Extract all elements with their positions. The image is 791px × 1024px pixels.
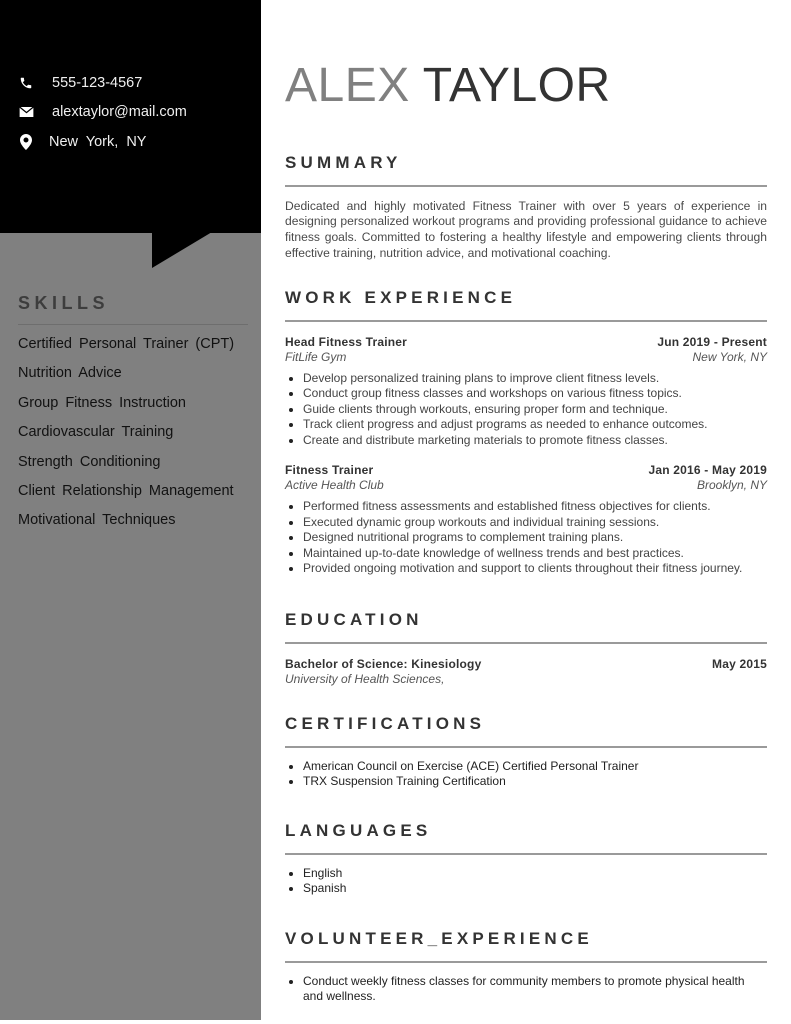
job-entry (285, 334, 767, 449)
map-pin-icon (18, 134, 34, 150)
bullet-item: Create and distribute marketing materials to promote fitness classes. (285, 433, 767, 449)
bullet-item: Executed dynamic group workouts and individual training sessions. (285, 515, 767, 531)
first-name: ALEX (285, 59, 410, 112)
summary-heading: SUMMARY (285, 153, 402, 172)
skill-item: Certified Personal Trainer (CPT) (18, 336, 235, 352)
bullet-item: Provided ongoing motivation and support to clients throughout their fitness journey. (285, 561, 767, 577)
job-bullets (285, 499, 767, 577)
language-item: English (285, 866, 767, 882)
skill-item: Client Relationship Management (18, 482, 234, 499)
certification-item: American Council on Exercise (ACE) Certified Personal Trainer (285, 759, 767, 775)
contact-info (18, 68, 187, 157)
job-role: Head Fitness Trainer (285, 334, 408, 349)
education-entry (285, 656, 767, 687)
phone-number: 555-123-4567 (52, 74, 143, 91)
section-divider (285, 746, 767, 748)
job-entry (285, 462, 767, 577)
bullet-item: Track client progress and adjust programs as needed to enhance outcomes. (285, 417, 767, 433)
bullet-item: Guide clients through workouts, ensuring proper form and technique. (285, 402, 767, 418)
bullet-item: Maintained up-to-date knowledge of wellness trends and best practices. (285, 546, 767, 562)
volunteer-experience-heading: VOLUNTEER_EXPERIENCE (285, 929, 593, 948)
certifications-heading: CERTIFICATIONS (285, 714, 486, 733)
degree: Bachelor of Science: Kinesiology (285, 656, 482, 671)
volunteer-item: Conduct weekly fitness classes for community members to promote physical health and wellness. (285, 974, 767, 1005)
languages-heading: LANGUAGES (285, 821, 432, 840)
school: University of Health Sciences, (285, 671, 445, 686)
candidate-name (285, 58, 611, 114)
job-dates: Jan 2016 - May 2019 (648, 463, 767, 477)
bullet-item: Designed nutritional programs to complement training plans. (285, 530, 767, 546)
skills-heading: SKILLS (18, 293, 110, 313)
contact-email (18, 98, 187, 128)
work-experience-heading: WORK EXPERIENCE (285, 288, 517, 307)
last-name: TAYLOR (422, 59, 611, 112)
volunteer-list (285, 974, 767, 1005)
section-divider (285, 853, 767, 855)
languages-list (285, 866, 767, 897)
sidebar (0, 0, 261, 1020)
summary-section (285, 152, 767, 261)
certifications-list (285, 759, 767, 790)
skills-divider (18, 324, 248, 325)
job-company: Active Health Club (285, 478, 384, 492)
skill-item: Cardiovascular Training (18, 424, 174, 441)
bullet-item: Conduct group fitness classes and workshops on various fitness topics. (285, 386, 767, 402)
section-divider (285, 961, 767, 963)
volunteer-experience-section (285, 928, 767, 1005)
job-bullets (285, 371, 767, 449)
bullet-item: Performed fitness assessments and established fitness objectives for clients. (285, 499, 767, 515)
contact-location (18, 127, 187, 157)
graduation-date: May 2015 (712, 656, 767, 671)
phone-icon (18, 75, 34, 91)
certifications-section (285, 713, 767, 790)
speech-bubble-tail (0, 232, 261, 272)
certification-item: TRX Suspension Training Certification (285, 774, 767, 790)
languages-section (285, 820, 767, 897)
education-section (285, 609, 767, 687)
envelope-icon (18, 104, 34, 120)
location-text: New York, NY (49, 133, 147, 150)
job-dates: Jun 2019 - Present (657, 334, 767, 349)
email-address: alextaylor@mail.com (52, 104, 187, 121)
skills-list (18, 333, 234, 539)
bullet-item: Develop personalized training plans to improve client fitness levels. (285, 371, 767, 387)
section-divider (285, 642, 767, 644)
section-divider (285, 320, 767, 322)
job-role: Fitness Trainer (285, 463, 374, 477)
job-location: New York, NY (692, 349, 767, 364)
education-heading: EDUCATION (285, 610, 423, 629)
job-location: Brooklyn, NY (696, 478, 767, 492)
section-divider (285, 185, 767, 187)
skill-item: Group Fitness Instruction (18, 394, 186, 411)
skill-item: Strength Conditioning (18, 453, 161, 470)
summary-text: Dedicated and highly motivated Fitness Trainer with over 5 years of experience in designing personalized workout programs and providing professional guidance to achieve fitness goals. Committed to fostering a healthy lifestyle and empowering clients through effective training, nutrition advice, and motivational coaching. (285, 198, 767, 260)
contact-phone (18, 68, 187, 98)
language-item: Spanish (285, 881, 767, 897)
job-company: FitLife Gym (285, 349, 347, 364)
work-experience-section (285, 287, 767, 577)
skill-item: Nutrition Advice (18, 365, 122, 382)
skill-item: Motivational Techniques (18, 512, 176, 529)
